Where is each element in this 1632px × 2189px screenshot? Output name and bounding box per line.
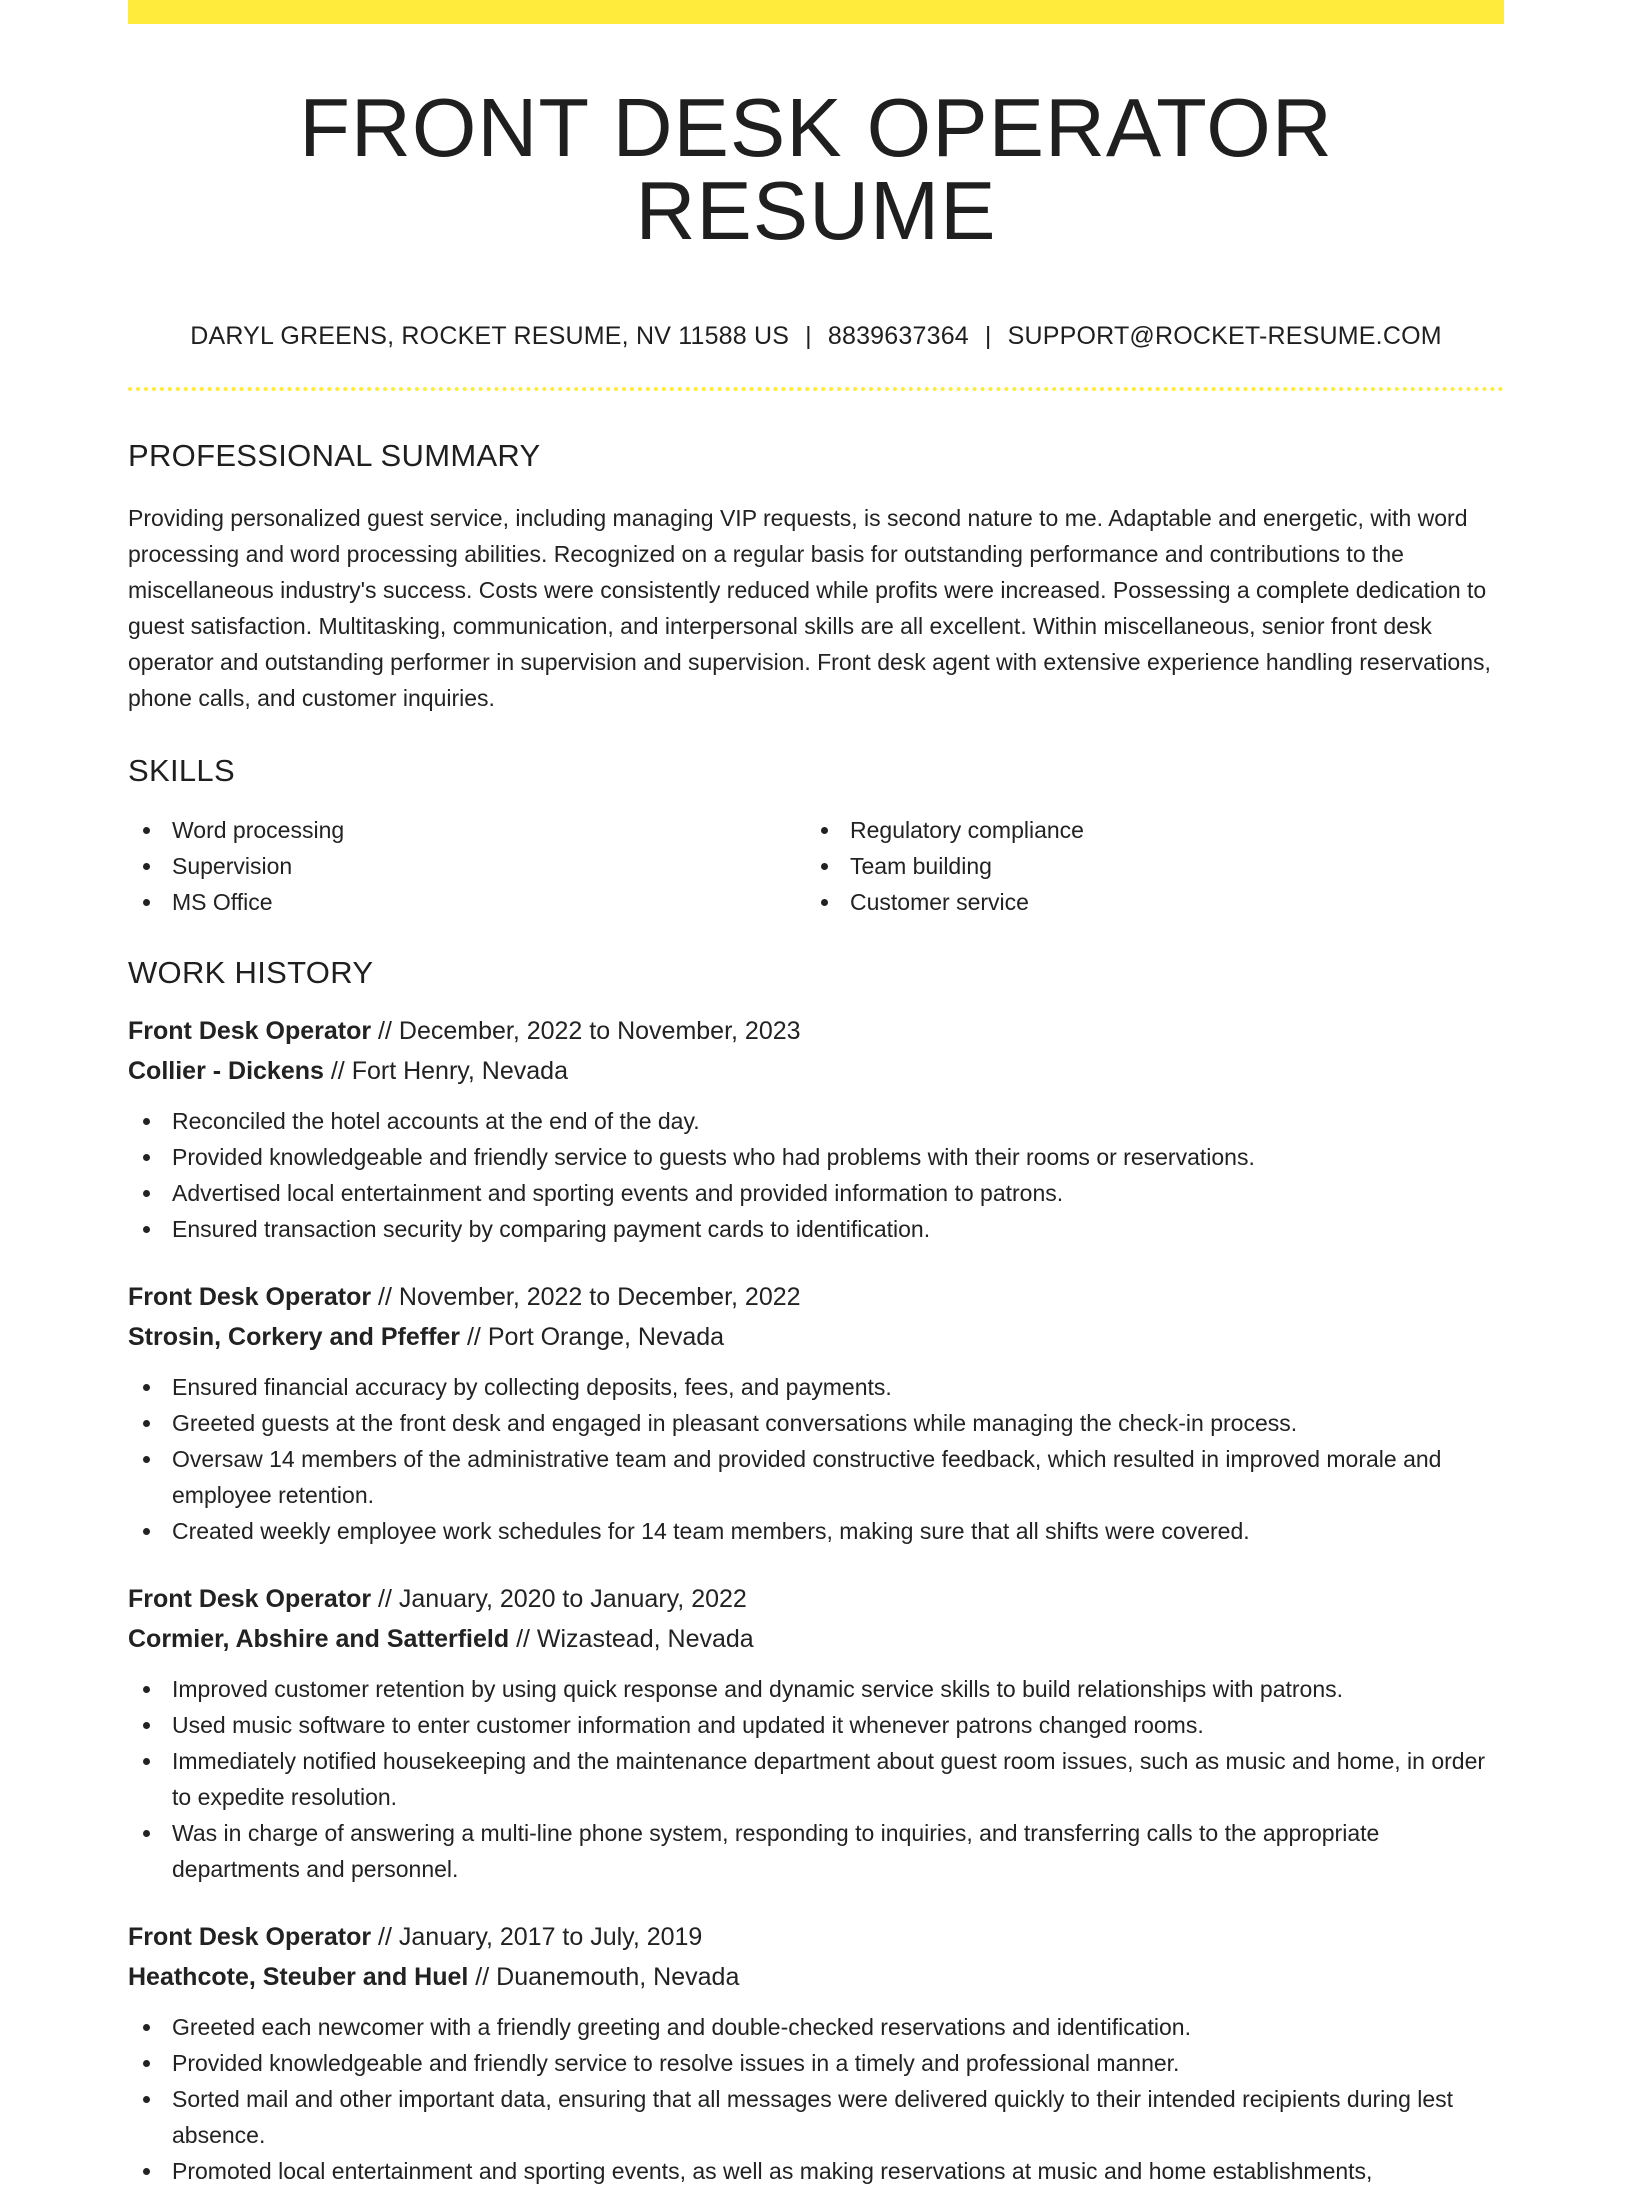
skill-item: Customer service — [806, 884, 1484, 920]
job-dates: // December, 2022 to November, 2023 — [371, 1017, 801, 1045]
top-accent-bar — [128, 0, 1504, 24]
job-entry — [128, 1579, 1504, 1887]
job-dates: // November, 2022 to December, 2022 — [371, 1283, 801, 1311]
skill-item: Regulatory compliance — [806, 812, 1484, 848]
job-bullet: Provided knowledgeable and friendly service to guests who had problems with their rooms or reservations. — [128, 1139, 1504, 1175]
job-bullets — [128, 1369, 1504, 1549]
job-company: Collier - Dickens — [128, 1057, 324, 1085]
job-title: Front Desk Operator — [128, 1923, 372, 1951]
job-bullet: Reconciled the hotel accounts at the end of the day. — [128, 1103, 1504, 1139]
work-history-heading: WORK HISTORY — [128, 955, 374, 990]
job-entry — [128, 1277, 1504, 1549]
contact-phone: 8839637364 — [827, 322, 969, 350]
job-entry — [128, 1917, 1504, 2189]
job-title: Front Desk Operator — [128, 1283, 372, 1311]
job-location: // Wizastead, Nevada — [509, 1625, 754, 1653]
resume-page — [128, 0, 1504, 2189]
skill-item: MS Office — [128, 884, 806, 920]
contact-email: SUPPORT@ROCKET-RESUME.COM — [1007, 322, 1442, 350]
job-dates: // January, 2020 to January, 2022 — [371, 1585, 747, 1613]
job-bullet: Immediately notified housekeeping and the maintenance department about guest room issues, such as music and home, in order to expedite resolution. — [128, 1743, 1504, 1815]
contact-separator: | — [984, 322, 992, 350]
dotted-divider — [128, 387, 1504, 391]
job-entry — [128, 1011, 1504, 1247]
summary-text: Providing personalized guest service, including managing VIP requests, is second nature to me. Adaptable and energetic, with word processing and word processing abilities. Recognized on a regular basis for outstanding performance and contributions to the miscellaneous industry's success. Costs were consistently reduced while profits were increased. Possessing a complete dedication to guest satisfaction. Multitasking, communication, and interpersonal skills are all excellent. Within miscellaneous, senior front desk operator and outstanding performer in supervision and supervision. Front desk agent with extensive experience handling reservations, phone calls, and customer inquiries. — [128, 505, 1491, 711]
skills-list — [128, 812, 1504, 920]
summary-heading: PROFESSIONAL SUMMARY — [128, 438, 541, 473]
job-bullet: Sorted mail and other important data, ensuring that all messages were delivered quickly to their intended recipients during lest absence. — [128, 2081, 1504, 2153]
job-bullet: Used music software to enter customer information and updated it whenever patrons changed rooms. — [128, 1707, 1504, 1743]
job-company: Cormier, Abshire and Satterfield — [128, 1625, 510, 1653]
contact-separator: | — [805, 322, 812, 350]
resume-title: FRONT DESK OPERATOR RESUME — [299, 81, 1333, 257]
job-company: Strosin, Corkery and Pfeffer — [128, 1323, 461, 1351]
job-title: Front Desk Operator — [128, 1017, 372, 1045]
job-bullet: Greeted guests at the front desk and engaged in pleasant conversations while managing the check-in process. — [128, 1405, 1504, 1441]
skill-item: Supervision — [128, 848, 806, 884]
job-title-line — [128, 1011, 1504, 1051]
job-bullet: Ensured transaction security by comparing payment cards to identification. — [128, 1211, 1504, 1247]
job-company-line — [128, 1619, 1504, 1659]
skill-item: Team building — [806, 848, 1484, 884]
job-location: // Fort Henry, Nevada — [323, 1057, 568, 1085]
job-company-line — [128, 1317, 1504, 1357]
job-bullet: Ensured financial accuracy by collecting deposits, fees, and payments. — [128, 1369, 1504, 1405]
skill-item: Word processing — [128, 812, 806, 848]
job-bullet: Greeted each newcomer with a friendly greeting and double-checked reservations and identification. — [128, 2009, 1504, 2045]
skills-heading: SKILLS — [128, 753, 235, 788]
job-location: // Duanemouth, Nevada — [468, 1963, 740, 1991]
job-company-line — [128, 1051, 1504, 1091]
job-bullet: Advertised local entertainment and sporting events and provided information to patrons. — [128, 1175, 1504, 1211]
job-bullets — [128, 1671, 1504, 1887]
job-company-line — [128, 1957, 1504, 1997]
skills-column-left — [128, 812, 806, 920]
contact-line — [128, 324, 1504, 349]
contact-address: DARYL GREENS, ROCKET RESUME, NV 11588 US — [190, 322, 790, 350]
job-title-line — [128, 1579, 1504, 1619]
job-bullet: Promoted local entertainment and sporting events, as well as making reservations at music and home establishments, — [128, 2153, 1504, 2189]
job-bullet: Provided knowledgeable and friendly service to resolve issues in a timely and professional manner. — [128, 2045, 1504, 2081]
job-dates: // January, 2017 to July, 2019 — [371, 1923, 703, 1951]
job-location: // Port Orange, Nevada — [460, 1323, 725, 1351]
job-bullets — [128, 1103, 1504, 1247]
job-title-line — [128, 1917, 1504, 1957]
skills-column-right — [806, 812, 1484, 920]
job-bullet: Created weekly employee work schedules for 14 team members, making sure that all shifts were covered. — [128, 1513, 1504, 1549]
job-title: Front Desk Operator — [128, 1585, 372, 1613]
job-bullet: Was in charge of answering a multi-line phone system, responding to inquiries, and transferring calls to the appropriate departments and personnel. — [128, 1815, 1504, 1887]
job-title-line — [128, 1277, 1504, 1317]
job-bullet: Oversaw 14 members of the administrative team and provided constructive feedback, which resulted in improved morale and employee retention. — [128, 1441, 1504, 1513]
job-bullets — [128, 2009, 1504, 2189]
job-company: Heathcote, Steuber and Huel — [128, 1963, 469, 1991]
job-bullet: Improved customer retention by using quick response and dynamic service skills to build relationships with patrons. — [128, 1671, 1504, 1707]
